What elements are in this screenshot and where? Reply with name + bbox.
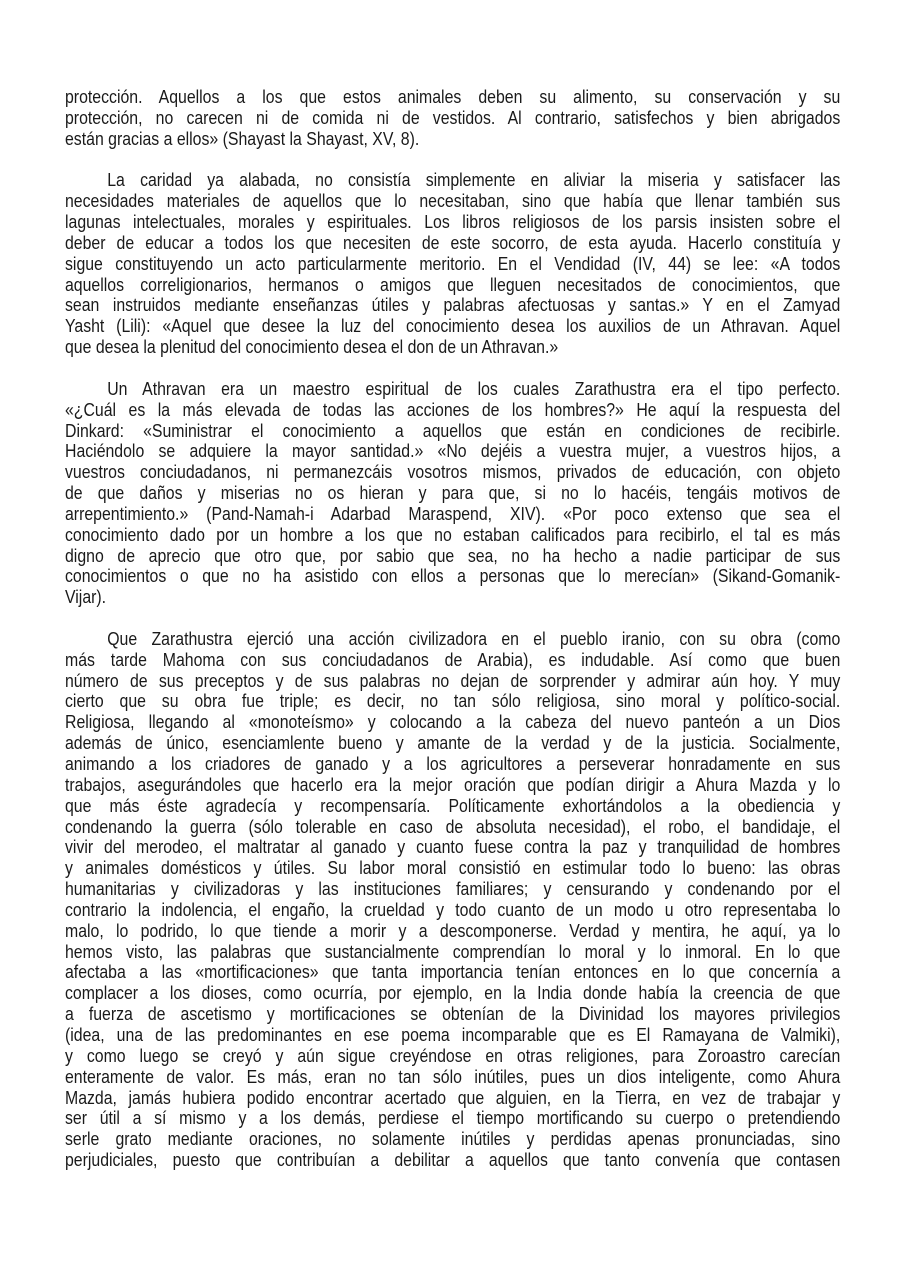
text-line: complacer a los dioses, como ocurría, por ejemplo, en la India donde había la creencia de que [65,983,841,1004]
text-line: Que Zarathustra ejerció una acción civilizadora en el pueblo iranio, con su obra (como [107,628,841,649]
text-line: además de único, esenciamlente bueno y amante de la verdad y de la justicia. Socialmente, [65,733,841,754]
text-line: sigue constituyendo un acto particularmente meritorio. En el Vendidad (IV, 44) se lee: «A todos [65,253,841,274]
text-line: enteramente de valor. Es más, eran no tan sólo inútiles, pues un dios inteligente, como Ahura [65,1066,841,1087]
text-line: más tarde Mahoma con sus conciudadanos de Arabia), es indudable. Así como que buen [65,649,841,670]
text-line: ser útil a sí mismo y a los demás, perdiese el tiempo mortificando su cuerpo o pretendiendo [65,1108,841,1129]
paragraph [65,170,840,358]
text-line: conocimientos o que no ha asistido con ellos a personas que lo merecían» (Sikand-Gomanik- [65,566,841,587]
text-line: afectaba a las «mortificaciones» que tanta importancia tenían entonces en lo que concernía a [65,962,841,983]
text-line: deber de educar a todos los que necesiten de este socorro, de esta ayuda. Hacerlo constituía y [65,232,841,253]
text-line: condenando la guerra (sólo tolerable en caso de absoluta necesidad), el robo, el bandidaje, el [65,816,841,837]
text-line: vivir del merodeo, el maltratar al ganado y cuanto fuese contra la paz y tranquilidad de hombres [65,837,841,858]
text-line: vuestros conciudadanos, ni permanezcáis vosotros mismos, privados de educación, con objeto [65,462,841,483]
text-line: que más éste agradecía y recompensaría. Políticamente exhortándolos a la obediencia y [65,795,841,816]
text-line: Dinkard: «Suministrar el conocimiento a aquellos que están en condiciones de recibirle. [65,420,841,441]
text-line: protección. Aquellos a los que estos animales deben su alimento, su conservación y su [65,87,841,107]
text-line: Religiosa, llegando al «monoteísmo» y colocando a la cabeza del nuevo panteón a un Dios [65,712,841,733]
text-line: lagunas intelectuales, morales y espirituales. Los libros religiosos de los parsis insisten sobre el [65,212,841,233]
text-line: conocimiento dado por un hombre a los que no estaban calificados para recibirlo, el tal es más [65,524,841,545]
text-line: sean instruidos mediante enseñanzas útiles y palabras afectuosas y santas.» Y en el Zamyad [65,295,841,316]
text-line: (idea, una de las predominantes en ese poema incomparable que es El Ramayana de Valmiki), [65,1024,841,1045]
text-line: que desea la plenitud del conocimiento desea el don de un Athravan.» [65,337,559,358]
text-line: La caridad ya alabada, no consistía simplemente en aliviar la miseria y satisfacer las [107,170,841,191]
paragraph [65,87,840,150]
text-line: malo, lo podrido, lo que tiende a morir y a descomponerse. Verdad y mentira, he aquí, ya lo [65,920,841,941]
document-page [65,87,840,1192]
text-line: necesidades materiales de aquellos que lo necesitaban, sino que había que llenar también sus [65,191,841,212]
text-line: Haciéndolo se adquiere la mayor santidad.» «No dejéis a vuestra mujer, a vuestros hijos, a [65,441,841,462]
text-line: y animales domésticos y útiles. Su labor moral consistió en estimular todo lo bueno: las obras [65,858,841,879]
text-line: a fuerza de ascetismo y mortificaciones se obtenían de la Divinidad los mayores privilegios [65,1004,841,1025]
text-line: trabajos, asegurándoles que hacerlo era la mejor oración que podían dirigir a Ahura Mazda y lo [65,774,841,795]
text-line: Mazda, jamás hubiera podido encontrar acertado que alguien, en la Tierra, en vez de trabajar y [65,1087,841,1108]
text-line: hemos visto, las palabras que sustancialmente comprendían lo moral y lo inmoral. En lo que [65,941,841,962]
paragraph [65,629,840,1171]
text-line: contrario la indolencia, el engaño, la crueldad y todo cuanto de un modo u otro representaba lo [65,899,841,920]
text-line: animando a los criadores de ganado y a los agricultores a perseverar honradamente en sus [65,754,841,774]
text-line: están gracias a ellos» (Shayast la Shayast, XV, 8). [65,128,420,149]
text-line: arrepentimiento.» (Pand-Namah-i Adarbad Maraspend, XIV). «Por poco extenso que sea el [65,503,841,524]
text-line: «¿Cuál es la más elevada de todas las acciones de los hombres?» He aquí la respuesta del [65,399,841,420]
text-line: número de sus preceptos y de sus palabras no dejan de sorprender y admirar aún hoy. Y muy [65,670,841,691]
paragraph [65,379,840,608]
text-line: humanitarias y civilizadoras y las instituciones familiares; y censurando y condenando por el [65,879,841,900]
text-line: serle grato mediante oraciones, no solamente inútiles y perdidas apenas pronunciadas, sino [65,1129,841,1150]
text-line: protección, no carecen ni de comida ni de vestidos. Al contrario, satisfechos y bien abrigados [65,107,841,128]
text-line: Yasht (Lili): «Aquel que desee la luz del conocimiento desea los auxilios de un Athravan. Aquel [65,316,841,337]
text-line: de que daños y miserias no os hieran y para que, si no lo hacéis, tengáis motivos de [65,483,841,504]
text-line: perjudiciales, puesto que contribuían a debilitar a aquellos que tanto convenía que contasen [65,1150,841,1171]
text-line: Vijar). [65,587,107,608]
text-line: y como luego se creyó y aún sigue creyéndose en otras religiones, para Zoroastro carecían [65,1045,841,1066]
text-line: cierto que su obra fue triple; es decir, no tan sólo religiosa, sino moral y político-social. [65,691,841,712]
text-line: aquellos correligionarios, hermanos o amigos que lleguen necesitados de conocimientos, que [65,274,841,295]
text-line: digno de aprecio que otro que, por sabio que sea, no ha hecho a nadie participar de sus [65,545,841,566]
text-line: Un Athravan era un maestro espiritual de los cuales Zarathustra era el tipo perfecto. [107,378,841,399]
